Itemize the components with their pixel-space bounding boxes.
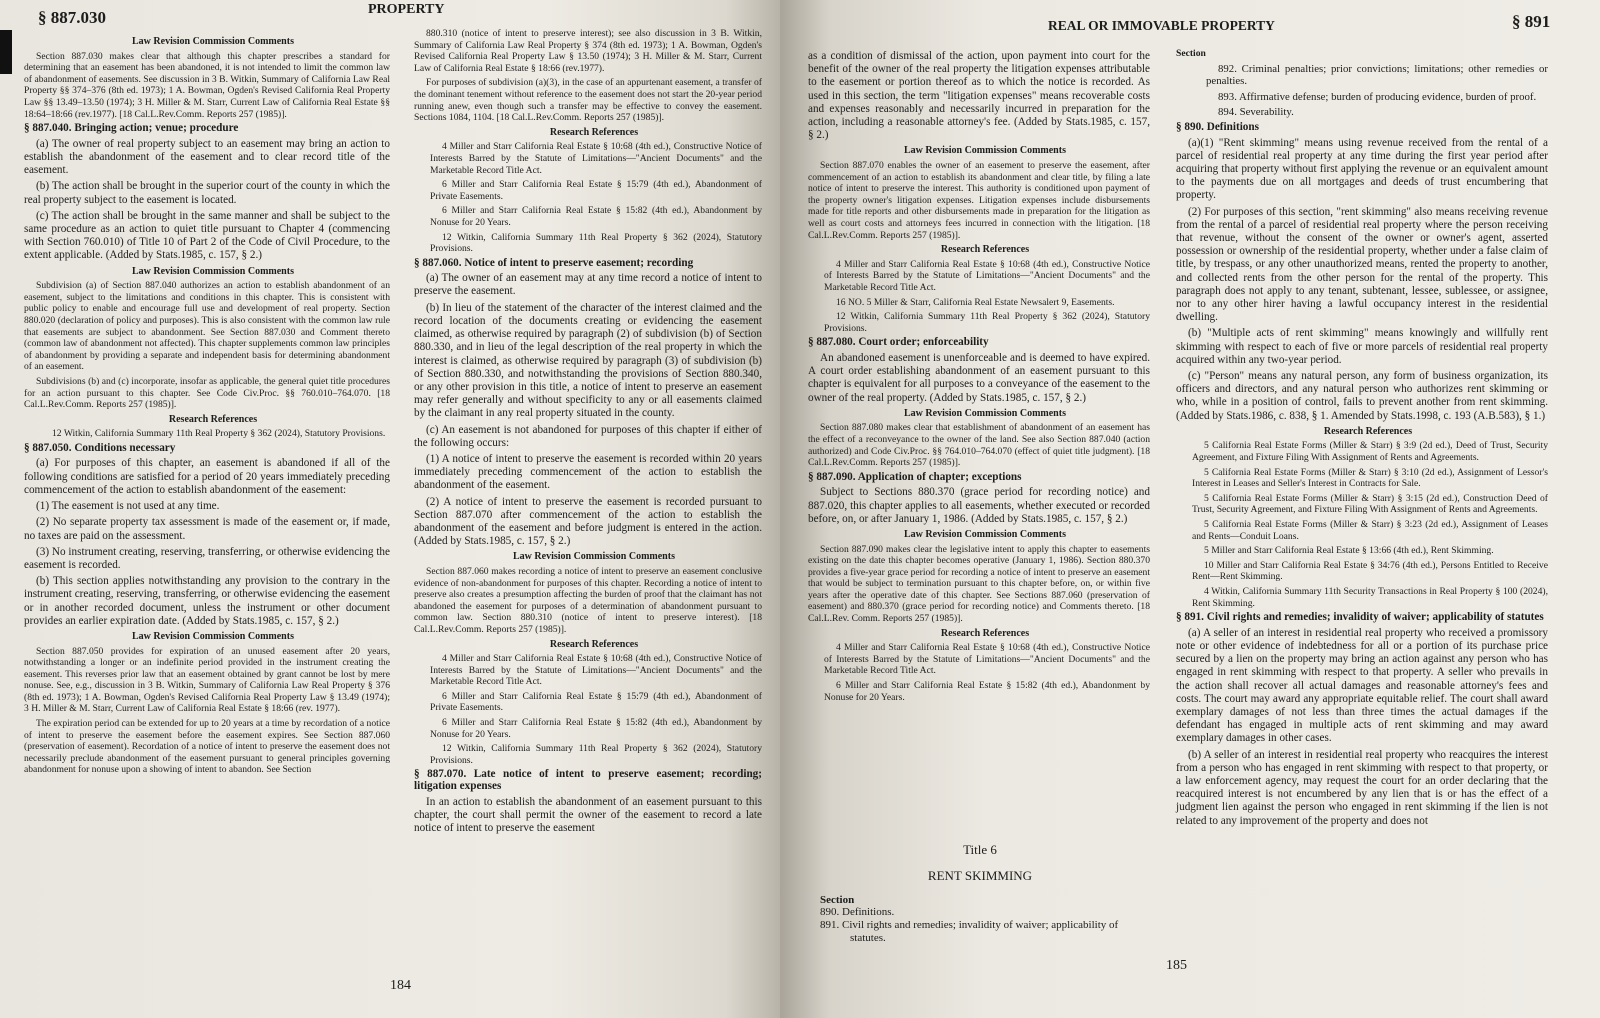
section-heading: § 887.060. Notice of intent to preserve easement; recording [414,256,694,269]
research-reference: 4 Miller and Starr California Real Estate § 10:68 (4th ed.), Constructive Notice of Interests Barred by the Statute of Limitations—"Ancient Documents" and the Marketable Record Title Act. [430,653,762,688]
statute-paragraph: as a condition of dismissal of the action, upon payment into court for the benefit of the owner of the real property the litigation expenses attributable to the easement or portion thereof as to which the notice is recorded. As used in this section, the term "litigation expenses" means recoverable costs and expenses reasonably and necessarily incurred in preparation for the action, including a reasonable attorney's fee. (Added by Stats.1985, c. 157, § 2.) [808,50,1150,142]
commission-comment: Section 887.030 makes clear that although this chapter prescribes a standard for determining that an easement has been abandoned, it is not intended to limit the common law of abandonment of easements. See discussion in 3 B. Witkin, Summary of California Law Real Property §§ 374–376 (8th ed. 1973); 1 A. Bowman, Ogden's Revised California Real Property Law §§ 13.49–13.50 (1974); 3 H. Miller & M. Starr, Current Law of California Real Estate §§ 18:64–18:66 (rev.1977). [18 Cal.L.Rev.Comm. Reports 257 (1985)]. [24,50,390,120]
section-item: 891. Civil rights and remedies; invalidity of waiver; applicability of statutes. [820,919,1119,944]
statute-paragraph: (a) The owner of real property subject to an easement may bring an action to establish the abandonment of the easement and to clear record title of the easement. [24,137,390,177]
title-name: RENT SKIMMING [927,868,1033,883]
section-item: 893. Affirmative defense; burden of producing evidence, burden of proof. [1218,90,1537,103]
subheading: Research References [549,126,639,138]
statute-paragraph: In an action to establish the abandonment of an easement pursuant to this chapter, the court shall permit the owner of the easement to record a late notice of intent to preserve the easement [414,795,762,835]
section-header: § 887.030 [38,8,106,27]
section-heading: § 887.070. Late notice of intent to preserve easement; recording; litigation expenses [414,768,762,793]
subheading: Law Revision Commission Comments [513,551,675,563]
research-reference: 12 Witkin, California Summary 11th Real Property § 362 (2024), Statutory Provisions. [430,231,762,255]
research-reference: 12 Witkin, California Summary 11th Real Property § 362 (2024), Statutory Provisions. [824,311,1150,334]
section-label: Section [1176,48,1206,59]
statute-paragraph: (b) The action shall be brought in the superior court of the county in which the real property subject to the easement is located. [24,180,390,206]
statute-paragraph: (c) An easement is not abandoned for purposes of this chapter if either of the following occurs: [414,423,762,449]
section-label: Section [820,894,855,906]
research-reference: 4 Miller and Starr California Real Estate § 10:68 (4th ed.), Constructive Notice of Interests Barred by the Statute of Limitations—"Ancient Documents" and the Marketable Record Title Act. [824,258,1150,293]
title-heading: Title 6 [963,842,997,857]
right-column-2 [1176,48,1548,998]
subheading: Law Revision Commission Comments [132,265,294,277]
subheading: Research References [940,244,1030,256]
left-column-1 [24,36,390,986]
research-reference: 5 Miller and Starr California Real Estate § 13:66 (4th ed.), Rent Skimming. [1204,545,1494,557]
section-item: 890. Definitions. [820,906,895,918]
research-reference: 6 Miller and Starr California Real Estate § 15:82 (4th ed.), Abandonment by Nonuse for 20 Years. [824,680,1150,703]
statute-paragraph: (a) For purposes of this chapter, an easement is abandoned if all of the following conditions are satisfied for a period of 20 years immediately preceding commencement of the action to establish abandonment of the easement: [24,457,390,496]
running-head: REAL OR IMMOVABLE PROPERTY [1048,18,1275,33]
research-reference: 6 Miller and Starr California Real Estate § 15:82 (4th ed.), Abandonment by Nonuse for 20 Years. [430,717,762,740]
subheading: Law Revision Commission Comments [132,36,294,47]
statute-paragraph: An abandoned easement is unenforceable and is deemed to have expired. A court order establishing abandonment of an easement pursuant to this chapter is equivalent for all purposes to a conveyance of the easement to the owner of the real property. (Added by Stats.1985, c. 157, § 2.) [808,351,1150,404]
section-heading: § 887.040. Bringing action; venue; procedure [24,122,239,135]
research-reference: 12 Witkin, California Summary 11th Real Property § 362 (2024), Statutory Provisions. [52,428,386,440]
research-reference: 10 Miller and Starr California Real Estate § 34:76 (4th ed.), Persons Entitled to Receive Rent—Rent Skimming. [1192,559,1548,583]
commission-comment: Section 887.090 makes clear the legislative intent to apply this chapter to easements existing on the date this chapter becomes operative (January 1, 1986). Section 880.370 provides a five-year grace period for recording a notice of intent to preserve an easement that would be subject to termination pursuant to this chapter before, on, or within five years after the operative date of this chapter. See Sections 887.060 (preservation of easement) and 880.370 (grace period for recording notice) and Comments thereto. [18 Cal.L.Rev. Comm. Reports 257 (1985)]. [808,543,1150,625]
research-reference: 6 Miller and Starr California Real Estate § 15:82 (4th ed.), Abandonment by Nonuse for 20 Years. [430,205,762,228]
subheading: Research References [549,638,639,650]
section-heading: § 891. Civil rights and remedies; invalidity of waiver; applicability of statutes [1176,611,1544,624]
statute-paragraph: (b) A seller of an interest in residential real property who reacquires the interest from a person who has engaged in rent skimming with respect to that property, or a law enforcement agency, may request the court for an order declaring that the reacquired interest is not encumbered by any lien that is or has the effect of a judgment lien against the person who engaged in rent skimming if the lien is not related to any improvement of the property and does not [1176,748,1548,827]
section-item: 892. Criminal penalties; prior convictions; limitations; other remedies or penalties. [1206,62,1548,88]
statute-paragraph: (a) A seller of an interest in residential real property who received a promissory note or other evidence of indebtedness for all or a portion of its purchase price secured by a lien on the property may bring an action against any person who has engaged in rent skimming with respect to that property. A seller who prevails in the action shall recover all actual damages and reasonable attorney's fees and costs. The court may award any appropriate equitable relief. The court shall award exemplary damages of not less than three times the actual damages if the defendant has engaged in multiple acts of rent skimming and may award exemplary damages in other cases. [1176,626,1548,745]
research-reference: 12 Witkin, California Summary 11th Real Property § 362 (2024), Statutory Provisions. [430,743,762,766]
research-reference: 4 Witkin, California Summary 11th Security Transactions in Real Property § 100 (2024), Rent Skimming. [1192,585,1548,609]
commission-comment: Subdivisions (b) and (c) incorporate, insofar as applicable, the general quiet title procedures for an action pursuant to this chapter. See Code Civ.Proc. §§ 760.010–764.070. [18 Cal.L.Rev.Comm. Reports 257 (1985)]. [24,375,390,411]
statute-paragraph: (1) A notice of intent to preserve the easement is recorded within 20 years immediately preceding commencement of the action to establish the abandonment of the easement. [414,452,762,492]
page-number: 185 [1166,958,1187,973]
left-column-2 [414,28,762,978]
statute-paragraph: (2) For purposes of this section, "rent skimming" also means receiving revenue from the rental of a parcel of residential real property where the person receiving that revenue, without the consent of the owner or owner's agent, asserted possession or ownership of the residential property, whether under a false claim of title, by trespass, or any other unauthorized means, rented the property to another, and collected rents from the other person for the rental of the property. This paragraph does not apply to any tenant, subtenant, lessee, sublessee, or assignee, nor to any other hirer having a lawful occupancy interest in the residential dwelling. [1176,205,1548,324]
commission-comment: Section 887.080 makes clear that establishment of abandonment of an easement has the effect of a reconveyance to the owner of the land. See also Section 887.040 (action authorized) and Code Civ.Proc. §§ 764.010–764.070 (effect of quiet title judgment). [18 Cal.L.Rev.Comm. Reports 257 (1985)]. [808,422,1150,469]
commission-comment: Section 887.060 makes recording a notice of intent to preserve an easement conclusive evidence of non-abandonment for purposes of this chapter. Recording a notice of intent to preserve also creates a presumption affecting the burden of proof that the claimant has not abandoned the easement for purposes of a determination of abandonment pursuant to common law. Section 880.310 (notice of intent to preserve interest). [18 Cal.L.Rev.Comm. Reports 257 (1985)]. [414,565,762,635]
statute-paragraph: (a) The owner of an easement may at any time record a notice of intent to preserve the easement. [414,272,762,298]
section-item: 894. Severability. [1218,106,1294,119]
statute-paragraph: (2) A notice of intent to preserve the easement is recorded pursuant to Section 887.070 after commencement of the action to establish the abandonment of the easement and before judgment is entered in the action. (Added by Stats.1985, c. 157, § 2.) [414,495,762,548]
subheading: Law Revision Commission Comments [904,145,1066,157]
statute-paragraph: (b) This section applies notwithstanding any provision to the contrary in the instrument creating, reserving, transferring, or otherwise evidencing the easement or in another recorded document, unless the instrument or other document provides an earlier expiration date. (Added by Stats.1985, c. 157, § 2.) [24,575,390,627]
research-reference: 16 NO. 5 Miller & Starr, California Real Estate Newsalert 9, Easements. [836,296,1115,308]
subheading: Research References [168,413,258,425]
statute-paragraph: (2) No separate property tax assessment is made of the easement or, if made, no taxes are paid on the assessment. [24,516,390,542]
research-reference: 6 Miller and Starr California Real Estate § 15:79 (4th ed.), Abandonment of Private Easements. [430,179,762,202]
commission-comment: 880.310 (notice of intent to preserve interest); see also discussion in 3 B. Witkin, Summary of California Law Real Property § 374 (8th ed. 1973); 1 A. Bowman, Ogden's Revised California Real Property Law § 13.50 (1974); 3 H. Miller & M. Starr, Current Law of California Real Estate § 18:66 (rev.1977). [414,28,762,74]
statute-paragraph: Subject to Sections 880.370 (grace period for recording notice) and 887.020, this chapter applies to all easements, whether executed or recorded before, on, or after January 1, 1986. (Added by Stats.1985, c. 157, § 2.) [808,486,1150,525]
running-head: PROPERTY [368,2,445,17]
section-header: § 891 [1512,12,1551,31]
subheading: Law Revision Commission Comments [904,528,1066,540]
section-heading: § 887.050. Conditions necessary [24,441,176,454]
left-page [0,0,780,1018]
research-reference: 4 Miller and Starr California Real Estate § 10:68 (4th ed.), Constructive Notice of Interests Barred by the Statute of Limitations—"Ancient Documents" and the Marketable Record Title Act. [430,141,762,176]
research-reference: 5 California Real Estate Forms (Miller & Starr) § 3:10 (2d ed.), Assignment of Lessor's Interest in Leases and Seller's Interest in Contracts for Sale. [1192,466,1548,490]
commission-comment: For purposes of subdivision (a)(3), in the case of an appurtenant easement, a transfer of the dominant tenement without reference to the easement does not start the 20-year period running anew, even though such a transfer may be effective to convey the easement. Sections 1084, 1104. [18 Cal.L.Rev.Comm. Reports 257 (1985)]. [414,77,762,124]
section-heading: § 887.080. Court order; enforceability [808,336,989,349]
statute-paragraph: (1) The easement is not used at any time. [36,500,220,513]
statute-paragraph: (b) "Multiple acts of rent skimming" means knowingly and willfully rent skimming with respect to each of five or more parcels of residential real property acquired within any two-year period. [1176,327,1548,366]
section-heading: § 890. Definitions [1176,120,1259,133]
statute-paragraph: (a)(1) "Rent skimming" means using revenue received from the rental of a parcel of residential real property at any time during the first year period after acquiring that property without first applying the revenue or an equivalent amount to the payments due on all mortgages and deeds of trust encumbering that property. [1176,136,1548,202]
title-6-block [820,842,1140,945]
research-reference: 6 Miller and Starr California Real Estate § 15:79 (4th ed.), Abandonment of Private Easements. [430,690,762,714]
subheading: Law Revision Commission Comments [132,630,294,642]
thumb-tab [0,30,12,74]
subheading: Law Revision Commission Comments [904,407,1066,419]
commission-comment: Subdivision (a) of Section 887.040 authorizes an action to establish abandonment of an easement, subject to the limitations and conditions in this chapter. This is consistent with public policy to enable and encourage full use and development of real property. Section 880.020 (declaration of policy and purposes). This is also consistent with the common law rule that easements are subject to abandonment. See Section 887.030 and Comment thereto (common law of abandonment not affected). This chapter supplements common law principles of abandonment by providing a separate and independent basis for determining abandonment of an easement. [24,280,390,373]
statute-paragraph: (c) The action shall be brought in the same manner and shall be subject to the same procedure as an action to quiet title pursuant to Chapter 4 (commencing with Section 760.010) of Title 10 of Part 2 of the Code of Civil Procedure, to the extent applicable. (Added by Stats.1985, c. 157, § 2.) [24,209,390,262]
statute-paragraph: (3) No instrument creating, reserving, transferring, or otherwise evidencing the easement is recorded. [24,545,390,571]
research-reference: 5 California Real Estate Forms (Miller & Starr) § 3:9 (2d ed.), Deed of Trust, Security Agreement, and Fixture Filing With Assignment of Rents and Agreements. [1192,440,1548,464]
statute-paragraph: (b) In lieu of the statement of the character of the interest claimed and the record location of the documents creating or evidencing the easement claimed, as otherwise required by paragraph (2) of subdivision (b) of Section 880.330, and in lieu of the legal description of the real property in which the interest is claimed, as otherwise required by paragraph (3) of subdivision (b) of Section 880.330, and notwithstanding the provisions of Section 880.340, or any other provision in this title, a notice of intent to preserve an easement may refer generally and without specificity to any or all easements claimed by the claimant in any real property situated in the county. [414,301,762,420]
section-heading: § 887.090. Application of chapter; exceptions [808,470,1022,483]
research-reference: 5 California Real Estate Forms (Miller & Starr) § 3:23 (2d ed.), Assignment of Leases and Rents—Conduit Loans. [1192,518,1548,542]
research-reference: 5 California Real Estate Forms (Miller & Starr) § 3:15 (2d ed.), Construction Deed of Trust, Security Agreement, and Fixture Filing With Assignment of Rents and Agreements. [1192,492,1548,516]
statute-paragraph: (c) "Person" means any natural person, any form of business organization, its officers and directors, and any natural person who authorizes rent skimming or who, while in a position of control, fails to prevent another from rent skimming. (Added by Stats.1986, c. 838, § 1. Amended by Stats.1998, c. 193 (A.B.583), § 1.) [1176,370,1548,422]
right-column-1 [808,50,1150,830]
subheading: Research References [940,627,1030,639]
subheading: Research References [1323,425,1413,437]
research-reference: 4 Miller and Starr California Real Estate § 10:68 (4th ed.), Constructive Notice of Interests Barred by the Statute of Limitations—"Ancient Documents" and the Marketable Record Title Act. [824,642,1150,677]
page-number: 184 [390,978,411,993]
commission-comment: The expiration period can be extended for up to 20 years at a time by recordation of a notice of intent to preserve the easement before the easement expires. See Section 887.060 (preservation of easement). Recordation of a notice of intent to preserve the easement does not necessarily preclude abandonment of the easement pursuant to general principles governing abandonment for nonuse upon a showing of intent to abandon. See Section [24,718,390,776]
right-page [780,0,1600,1018]
commission-comment: Section 887.070 enables the owner of an easement to preserve the easement, after commencement of an action to establish its abandonment and clear title, by filing a late notice of intent to preserve the interest. This authority is conditioned upon payment of the property owner's litigation expenses. Litigation expenses include disbursements made for title reports and other disbursements made in preparation for the litigation as well as court costs and attorneys fees incurred in connection with the litigation. [18 Cal.L.Rev.Comm. Reports 257 (1985)]. [808,160,1150,241]
section-list [820,906,1140,945]
commission-comment: Section 887.050 provides for expiration of an unused easement after 20 years, notwithstanding a longer or an indefinite period provided in the instrument creating the easement. This reverses prior law that an easement obtained by grant cannot be lost by mere nonuse. See, e.g., discussion in 3 B. Witkin, Summary of California Law Real Property § 376 (8th ed. 1973); 1 A. Bowman, Ogden's Revised California Real Property Law § 13.49 (1974); 3 H. Miller & M. Starr, Current Law of California Real Estate § 18:66 (rev. 1977). [24,645,390,715]
